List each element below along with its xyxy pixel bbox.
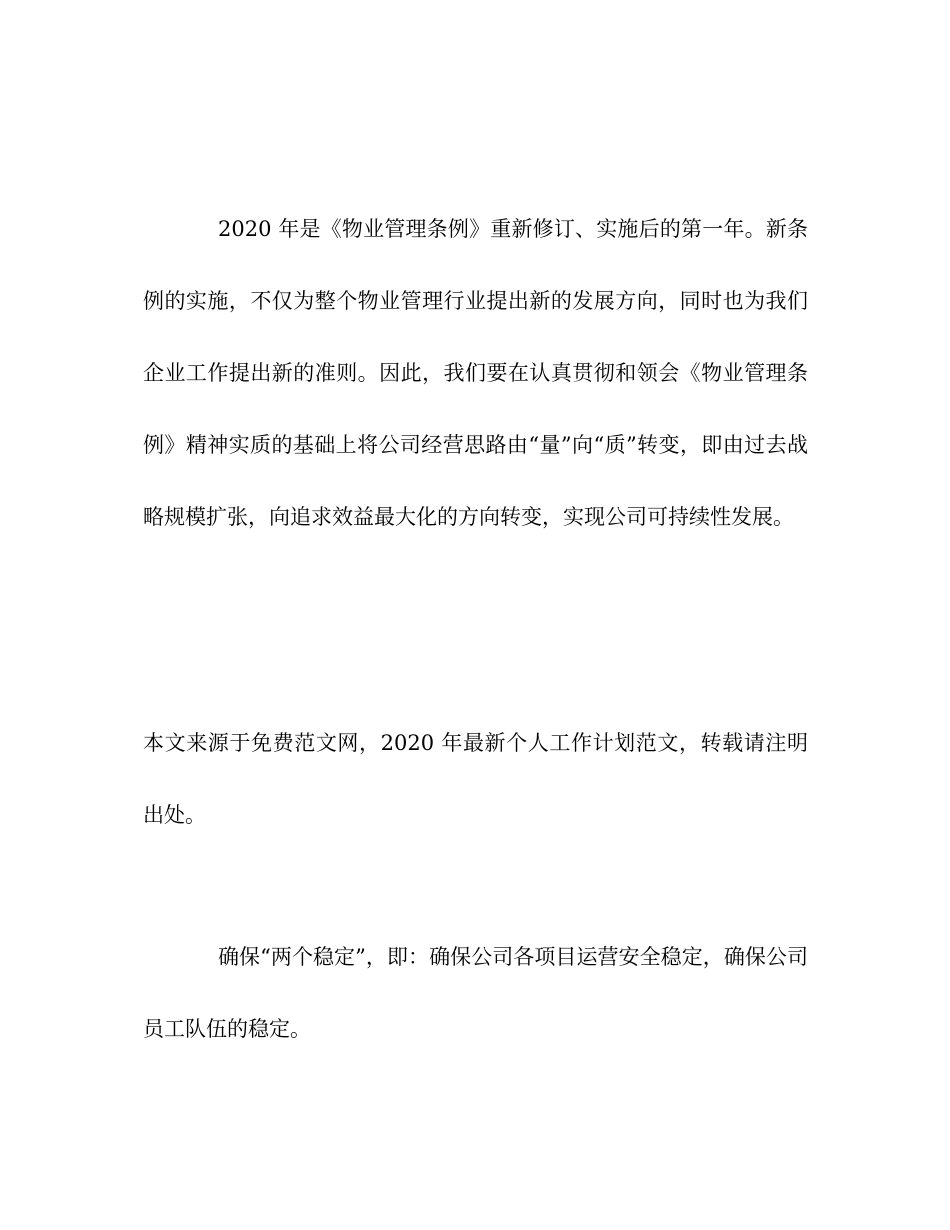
body-paragraph-stability: 确保“两个稳定”，即：确保公司各项目运营安全稳定，确保公司员工队伍的稳定。 <box>143 945 808 1041</box>
source-notice-paragraph: 本文来源于免费范文网，2020 年最新个人工作计划范文，转载请注明出处。 <box>143 731 808 827</box>
body-paragraph-intro: 2020 年是《物业管理条例》重新修订、实施后的第一年。新条例的实施，不仅为整个物业管理行业提出新的发展方向，同时也为我们企业工作提出新的准则。因此，我们要在认真贯彻和领会《物业管理条例》精神实质的基础上将公司经营思路由“量”向“质”转变，即由过去战略规模扩张，向追求效益最大化的方向转变，实现公司可持续性发展。 <box>143 217 808 529</box>
